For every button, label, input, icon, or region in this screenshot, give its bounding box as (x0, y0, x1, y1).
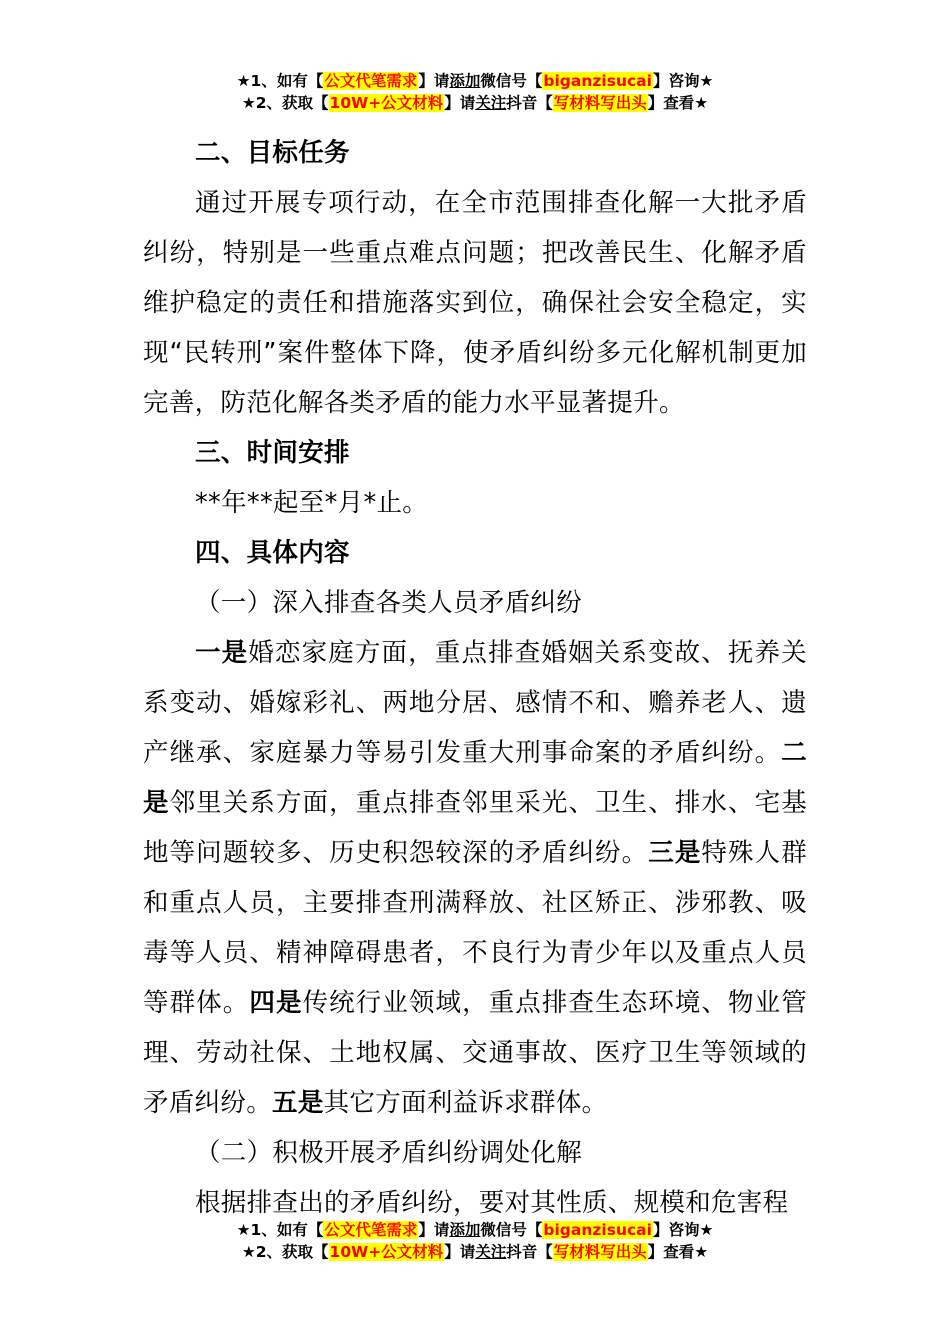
header-banner (0, 70, 950, 114)
item-text: 邻里关系方面，重点排查邻里采光、卫生、排水、宅基地等问题较多、历史积怨较深的矛盾纠纷。 (143, 788, 807, 868)
item-lead: 四是 (249, 988, 303, 1018)
banner-text: 抖音【 (506, 1243, 553, 1261)
banner-underline: 关注 (475, 1243, 507, 1261)
banner-highlight: 写材料写出头 (553, 94, 647, 112)
banner-highlight: 10W+公文材料 (329, 94, 444, 112)
banner-text: 抖音【 (506, 94, 553, 112)
banner-highlight: 公文代笔需求 (324, 1221, 418, 1239)
paragraph-last: 根据排查出的矛盾纠纷，要对其性质、规模和危害程 (195, 1188, 789, 1218)
banner-highlight: biganzisucai (543, 72, 652, 90)
banner-text: 】咨询★ (652, 1221, 714, 1239)
subsection-heading: （一）深入排查各类人员矛盾纠纷 (195, 588, 583, 618)
banner-text: 】查看★ (647, 1243, 709, 1261)
paragraph-goal: 通过开展专项行动，在全市范围排查化解一大批矛盾纠纷，特别是一些重点难点问题；把改善民生、化解矛盾维护稳定的责任和措施落实到位，确保社会安全稳定，实现“民转刑”案件整体下降，使矛盾纠纷多元化解机制更加完善，防范化解各类矛盾的能力水平显著提升。 (143, 188, 807, 418)
item-text: 其它方面利益诉求群体。 (323, 1088, 608, 1118)
item-lead: 三是 (648, 838, 702, 868)
banner-line-2 (0, 1241, 950, 1263)
banner-highlight: 10W+公文材料 (329, 1243, 444, 1261)
banner-text: ★2、获取【 (241, 94, 329, 112)
footer-banner (0, 1219, 950, 1263)
banner-text: 微信号【 (480, 72, 543, 90)
banner-text: ★1、如有【 (236, 72, 324, 90)
section-heading: 二、目标任务 (195, 138, 350, 168)
paragraph-time: **年**起至*月*止。 (195, 488, 429, 518)
document-body (143, 128, 807, 1228)
banner-line-1 (0, 1219, 950, 1241)
banner-text: ★1、如有【 (236, 1221, 324, 1239)
banner-text: 微信号【 (480, 1221, 543, 1239)
banner-text: 】咨询★ (652, 72, 714, 90)
banner-text: 】请 (418, 72, 450, 90)
banner-highlight: biganzisucai (543, 1221, 652, 1239)
paragraph-items (143, 628, 807, 1128)
item-text: 特殊人群和重点人员，主要排查刑满释放、社区矫正、涉邪教、吸毒等人员、精神障碍患者，不良行为青少年以及重点人员等群体。 (143, 838, 807, 1018)
banner-underline: 添加 (449, 72, 481, 90)
banner-text: 】查看★ (647, 94, 709, 112)
banner-underline: 添加 (449, 1221, 481, 1239)
subsection-heading: （二）积极开展矛盾纠纷调处化解 (195, 1138, 583, 1168)
item-text: 传统行业领域，重点排查生态环境、物业管理、劳动社保、土地权属、交通事故、医疗卫生等领域的矛盾纠纷。 (143, 988, 808, 1118)
section-heading: 四、具体内容 (195, 538, 350, 568)
banner-highlight: 公文代笔需求 (324, 72, 418, 90)
item-lead: 一是 (195, 638, 249, 668)
banner-line-1 (0, 70, 950, 92)
section-heading: 三、时间安排 (195, 438, 350, 468)
banner-line-2 (0, 92, 950, 114)
banner-text: ★2、获取【 (241, 1243, 329, 1261)
banner-highlight: 写材料写出头 (553, 1243, 647, 1261)
item-lead: 五是 (272, 1088, 324, 1118)
banner-text: 】请 (444, 1243, 476, 1261)
banner-text: 】请 (444, 94, 476, 112)
item-text: 婚恋家庭方面，重点排查婚姻关系变故、抚养关系变动、婚嫁彩礼、两地分居、感情不和、赡养老人、遗产继承、家庭暴力等易引发重大刑事命案的矛盾纠纷。 (143, 638, 807, 768)
item-lead: 二是 (143, 738, 807, 818)
banner-text: 】请 (418, 1221, 450, 1239)
banner-underline: 关注 (475, 94, 507, 112)
